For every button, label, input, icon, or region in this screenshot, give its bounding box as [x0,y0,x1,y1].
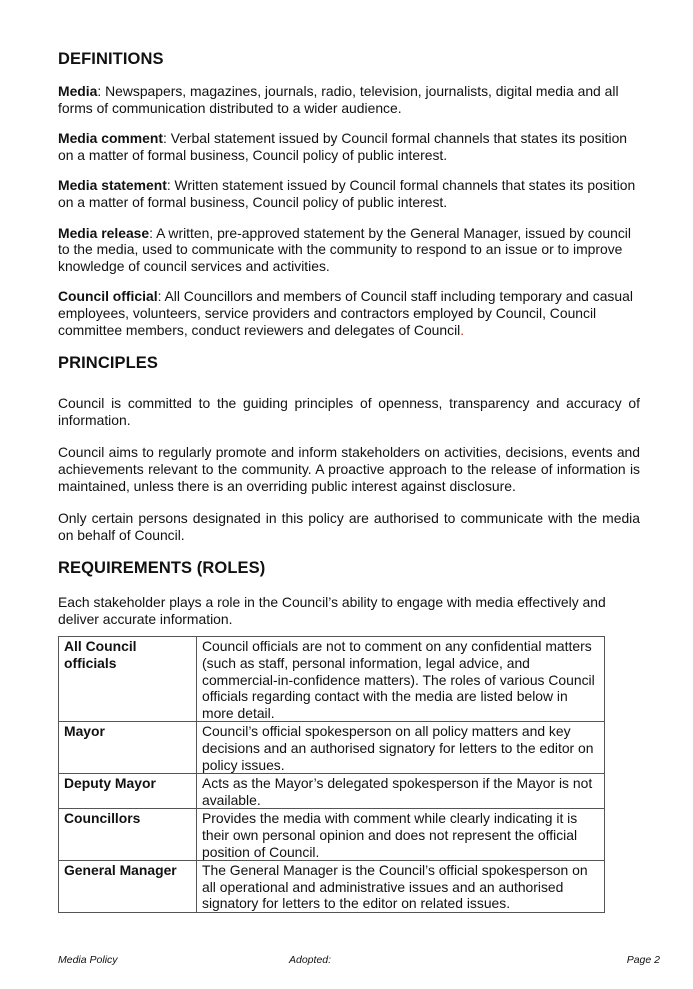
definition-text: : Newspapers, magazines, journals, radio, television, journalists, digital media and all forms of communication distributed to a wider audience. [58,83,619,116]
principle-paragraph: Only certain persons designated in this policy are authorised to communicate with the media on behalf of Council. [58,510,640,543]
requirements-heading: REQUIREMENTS (ROLES) [58,559,266,578]
policy-page [58,50,640,913]
definition-term: Media release [58,224,150,241]
definition-media-release [58,225,640,275]
role-name: Mayor [59,722,197,774]
definition-end-mark: . [460,321,465,338]
table-row [59,637,605,722]
role-name: General Manager [59,861,197,913]
definition-text: : Verbal statement issued by Council formal channels that states its position on a matter of formal business, Council policy of public interest. [58,130,628,163]
definition-media [58,83,640,116]
table-row [59,809,605,861]
table-row [59,722,605,774]
principle-paragraph: Council aims to regularly promote and inform stakeholders on activities, decisions, events and achievements relevant to the community. A proactive approach to the release of information is maintained, unless there is an overriding public interest against disclosure. [58,444,640,494]
footer-document-name: Media Policy [58,954,118,966]
definition-term: Media [58,83,98,99]
footer-adopted-label: Adopted: [289,954,332,966]
role-description: Council’s official spokesperson on all policy matters and key decisions and an authorised signatory for letters to the editor on policy issues. [197,722,605,774]
role-name: Councillors [59,809,197,861]
principle-paragraph: Council is committed to the guiding principles of openness, transparency and accuracy of information. [58,395,640,428]
role-description: The General Manager is the Council’s official spokesperson on all operational and administrative issues and an authorised signatory for letters to the editor on related issues. [197,861,605,913]
roles-table [58,636,605,913]
definition-media-statement [58,177,640,210]
definition-term: Council official [58,288,158,305]
role-description: Acts as the Mayor’s delegated spokesperson if the Mayor is not available. [197,774,605,809]
definition-text: : A written, pre-approved statement by the General Manager, issued by council to the media, used to communicate with the community to respond to an issue or to improve knowledge of council services and activities. [58,224,631,274]
principles-heading: PRINCIPLES [58,354,159,373]
requirements-intro: Each stakeholder plays a role in the Council’s ability to engage with media effectively and deliver accurate information. [58,594,606,627]
definition-text: : All Councillors and members of Council staff including temporary and casual employees, volunteers, service providers and contractors employed by Council, Council committee members, conduct reviewers and delegates of Council [58,288,633,338]
role-description: Council officials are not to comment on any confidential matters (such as staff, personal information, legal advice, and commercial-in-confidence matters). The roles of various Council officials regarding contact with the media are listed below in more detail. [197,637,605,722]
role-name: Deputy Mayor [59,774,197,809]
definition-council-official [58,288,640,338]
definition-term: Media comment [58,130,163,147]
role-description: Provides the media with comment while clearly indicating it is their own personal opinion and does not represent the official position of Council. [197,809,605,861]
role-name: All Council officials [59,637,197,722]
table-row [59,861,605,913]
definitions-heading: DEFINITIONS [58,50,164,68]
table-row [59,774,605,809]
definition-term: Media statement [58,177,167,194]
definition-text: : Written statement issued by Council formal channels that states its position on a matter of formal business, Council policy of public interest. [58,177,636,210]
definition-media-comment [58,130,640,163]
footer-page-number: Page 2 [626,954,660,966]
